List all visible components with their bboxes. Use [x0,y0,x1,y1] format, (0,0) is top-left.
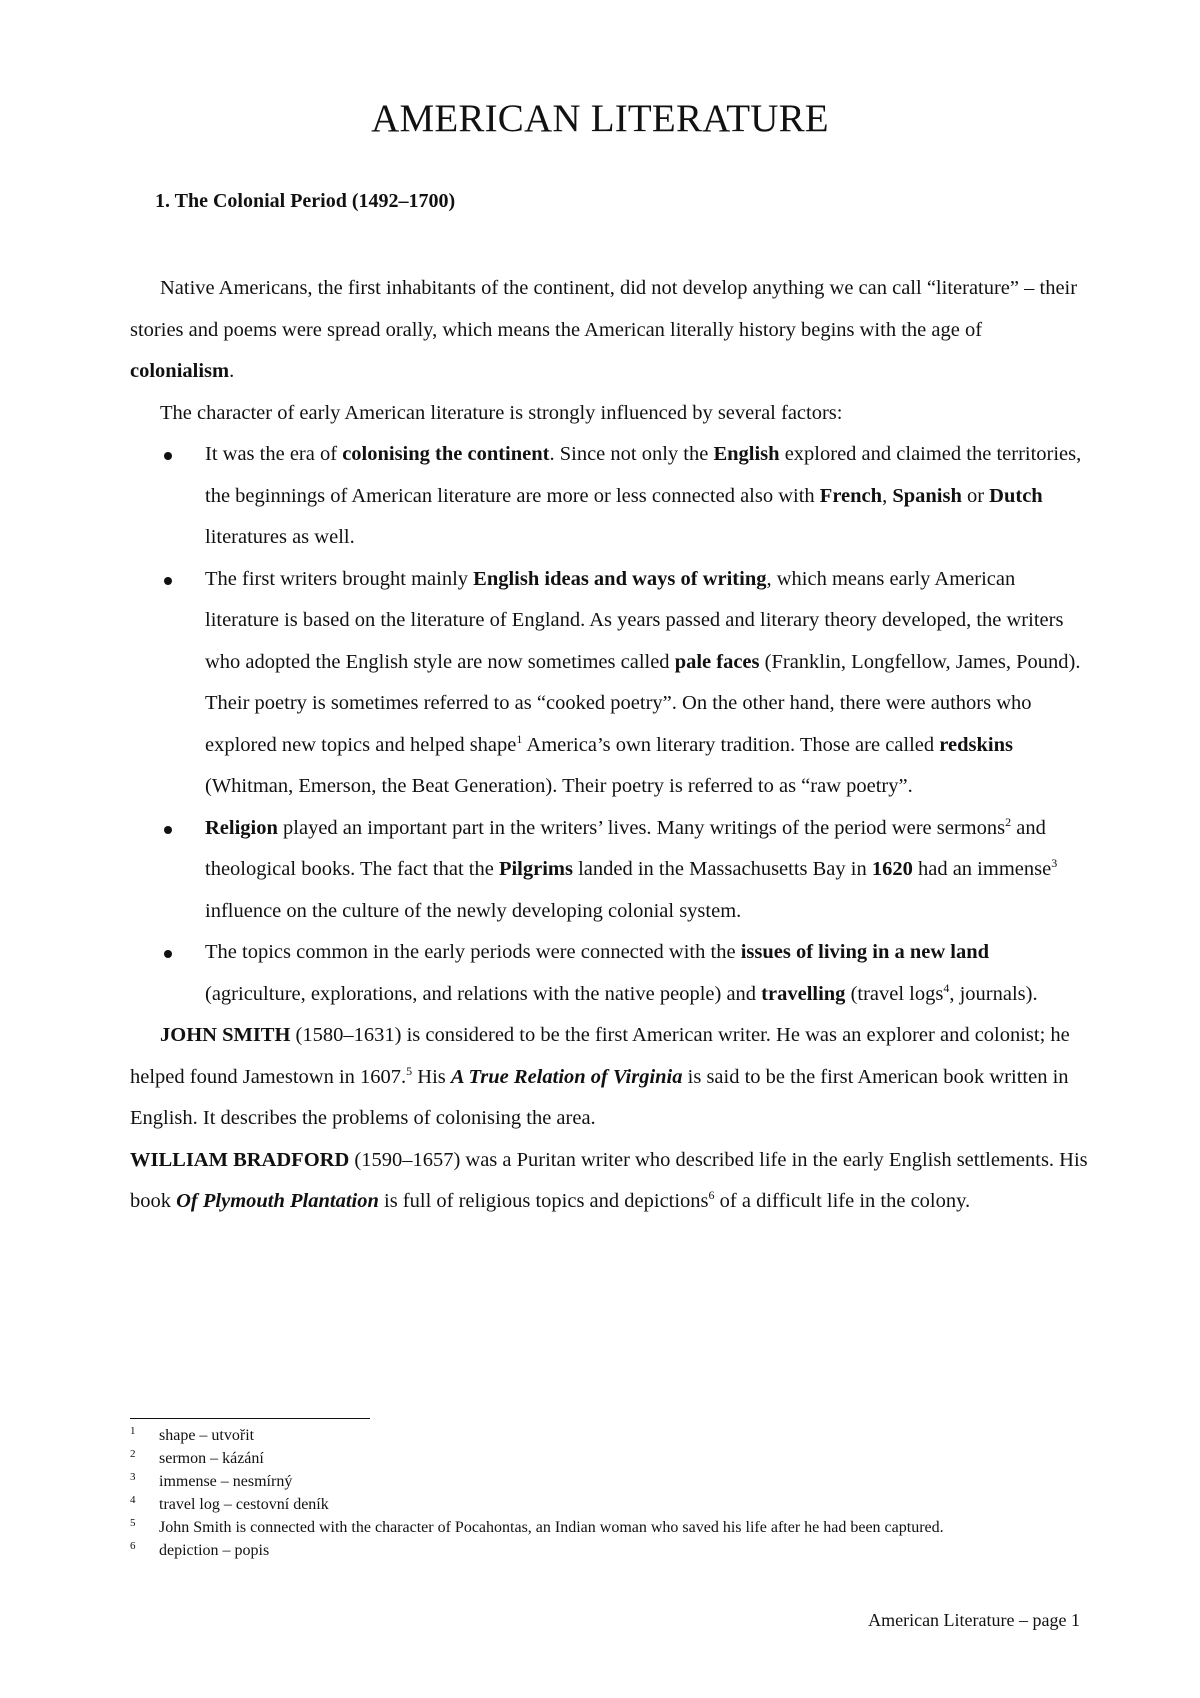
text-span: of a difficult life in the colony. [714,1190,971,1212]
william-bradford-paragraph [130,1140,1090,1223]
text-span: His [412,1065,451,1088]
author-name: JOHN SMITH [160,1024,291,1046]
footnote-number: 3 [130,1471,136,1483]
bold-term: 1620 [871,858,913,880]
text-span: (Franklin, Longfellow, James, Pound). Their poetry is sometimes referred to as “cooked poetry”. On the other hand, there were authors who explored new topics and helped shape [205,650,1081,756]
text-span: , [882,484,893,507]
text-span: literatures as well. [205,526,355,548]
text-span: America’s own literary tradition. Those are called [522,733,940,756]
bold-term: colonising the continent [342,443,550,465]
footnote-text: travel log – cestovní deník [159,1496,329,1513]
bold-term: colonialism [130,360,230,382]
text-span: influence on the culture of the newly developing colonial system. [205,899,742,922]
footnote-text: immense – nesmírný [159,1473,293,1490]
bold-term: Dutch [989,484,1043,507]
footnote-ref: 3 [1051,856,1058,871]
text-span: landed in the Massachusetts Bay in [572,858,872,880]
text-span: (travel logs [845,982,944,1005]
footnote-item [130,1424,1080,1447]
text-span: is full of religious topics and depictions [378,1190,709,1212]
author-name: WILLIAM BRADFORD [130,1148,350,1171]
list-item [130,434,1090,559]
footnote-item [130,1539,1080,1562]
footnote-text: shape – utvořit [159,1427,255,1444]
footnote-item [130,1470,1080,1493]
footnote-item [130,1516,1080,1539]
document-body [130,268,1090,1223]
footnote-ref: 6 [708,1188,715,1203]
text-span: , which means early American literature is based on the literature of England. As years passed and literary theory developed, the writers who adopted the English style are now sometimes called [205,567,1064,673]
text-span: had an immense [912,858,1052,880]
bold-term: Pilgrims [498,858,573,880]
bold-term: pale faces [674,650,760,673]
factors-paragraph: The character of early American literature is strongly influenced by several factors: [160,401,843,424]
footnote-text: John Smith is connected with the character of Pocahontas, an Indian woman who saved his life after he had been captured. [159,1519,944,1536]
bold-term: French [819,484,883,507]
footnote-text: sermon – kázání [159,1450,264,1467]
footnote-ref: 2 [1005,814,1012,829]
text-span: . [229,360,235,382]
footnote-ref: 4 [943,980,950,995]
bold-term: English ideas and ways of writing [473,567,767,590]
bold-term: issues of living in a new land [740,941,990,963]
list-item [130,559,1090,808]
john-smith-paragraph [130,1015,1090,1140]
footnote-number: 2 [130,1448,136,1460]
text-span: (1590–1657) was a Puritan writer who described life in the early English settlements. His book [130,1148,1088,1212]
text-span: played an important part in the writers’ lives. Many writings of the period were sermons [277,816,1006,839]
document-title: AMERICAN LITERATURE [371,97,829,140]
footnote-number: 1 [130,1425,136,1437]
text-span: and theological books. The fact that the [205,816,1046,880]
text-span: (agriculture, explorations, and relations with the native people) and [205,982,762,1005]
footnote-number: 5 [130,1517,136,1529]
footnote-text: depiction – popis [159,1542,270,1559]
bold-term: Spanish [892,484,962,507]
footnote-ref: 5 [406,1063,413,1078]
bold-term: English [713,443,780,465]
text-span: (1580–1631) is considered to be the first American writer. He was an explorer and colonist; he helped found Jamestown in 1607. [130,1024,1070,1088]
text-span: The topics common in the early periods were connected with the [205,941,741,963]
bullet-icon [164,826,172,834]
footnotes-list [130,1424,1080,1562]
bullet-icon [164,950,172,958]
text-span: Native Americans, the first inhabitants of the continent, did not develop anything we can call “literature” – their stories and poems were spread orally, which means the American literally history begins with the age of [130,277,1078,341]
text-span: explored and claimed the territories, the beginnings of American literature are more or less connected also with [205,443,1082,507]
bullet-icon [164,577,172,585]
text-span: . Since not only the [549,443,714,465]
text-span: It was the era of [205,443,343,465]
footnote-number: 6 [130,1540,136,1552]
footnote-number: 4 [130,1494,136,1506]
footnote-item [130,1447,1080,1470]
footnote-divider [130,1418,370,1419]
section-heading: 1. The Colonial Period (1492–1700) [155,190,456,212]
list-item [130,932,1090,1015]
book-title: A True Relation of Virginia [450,1065,683,1088]
text-span: , journals). [949,982,1038,1005]
bold-term: redskins [939,733,1013,756]
footnote-ref: 1 [516,731,523,746]
intro-paragraph [130,268,1090,393]
book-title: Of Plymouth Plantation [176,1190,379,1212]
factors-list [130,434,1090,1015]
bold-term: Religion [205,816,278,839]
list-item [130,808,1090,933]
text-span: (Whitman, Emerson, the Beat Generation). Their poetry is referred to as “raw poetry”. [205,775,913,797]
text-span: or [961,484,990,507]
page-footer: American Literature – page 1 [868,1610,1080,1630]
text-span: The first writers brought mainly [205,567,474,590]
bullet-icon [164,452,172,460]
footnote-item [130,1493,1080,1516]
text-span: is said to be the first American book written in English. It describes the problems of colonising the area. [130,1065,1069,1129]
bold-term: travelling [761,982,846,1005]
